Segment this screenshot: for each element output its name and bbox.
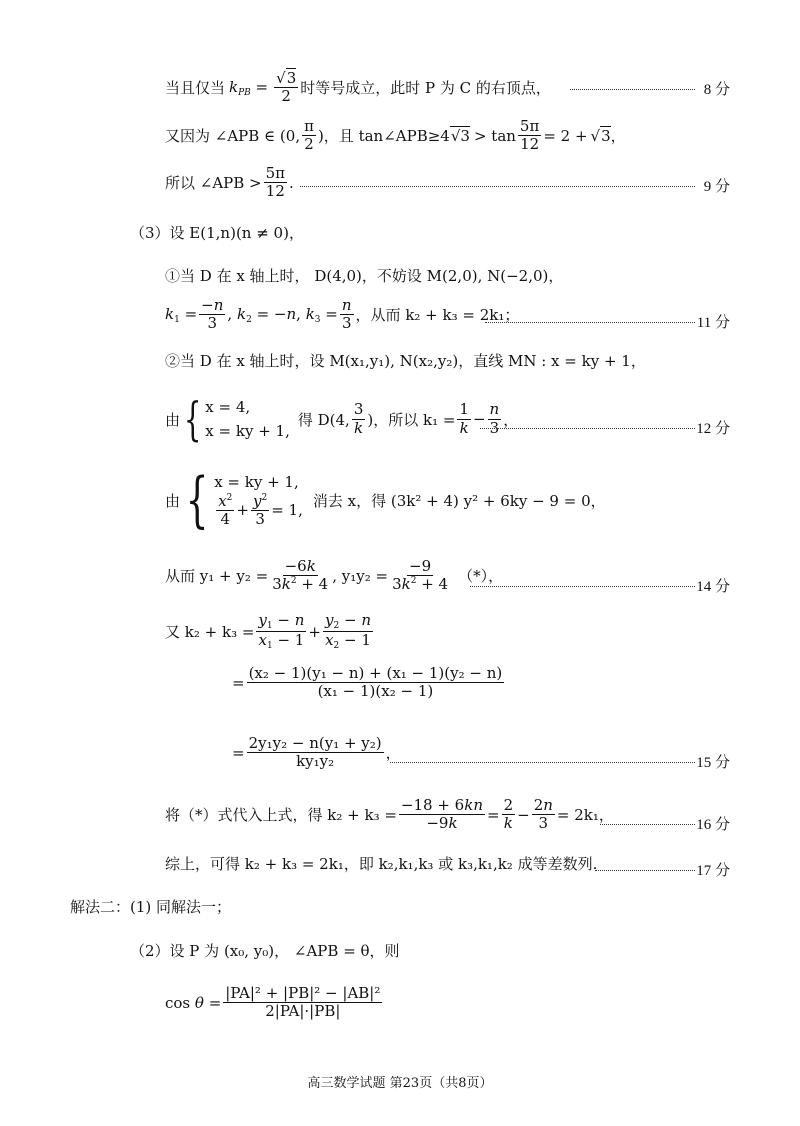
- score-17: 17 分: [696, 863, 730, 879]
- pi-over-2: $\frac{\pi}{2}$: [304, 117, 314, 154]
- score-15: 15 分: [696, 755, 730, 771]
- line-9: 由 { x = ky + 1, $\frac{x^2}{4}$ + $\frac{y^2}{3}$ = 1, 消去 x，得 (3k² + 4) y² + 6ky − 9 = 0，: [165, 465, 606, 535]
- sqrt3-over-2: $\frac{√3}{2}$: [276, 69, 297, 106]
- page-footer: 高三数学试题 第23页（共8页）: [307, 1076, 493, 1091]
- line-17: （2）设 P 为 (x₀, y₀)， ∠APB = θ，则: [130, 942, 400, 960]
- score-11: 11 分: [696, 315, 730, 331]
- line-8: 由 { x = 4, x = ky + 1, 得 D(4, $\frac{3}{k}$ )，所以 k₁ = $\frac{1}{k}$ − $\frac{n}{3}$ ，: [165, 392, 519, 446]
- line-1-suffix: 时等号成立，此时 P 为 C 的右顶点，: [300, 79, 551, 98]
- line-3: 所以 ∠APB > $\frac{5\pi}{12}$ .: [165, 164, 294, 201]
- line-15: 综上，可得 k₂ + k₃ = 2k₁，即 k₂,k₁,k₃ 或 k₃,k₁,k₂ 成等差数列.: [165, 855, 598, 873]
- leader-3: [300, 186, 695, 187]
- line-1: 当且仅当 $k_{PB}$ = $\frac{√3}{2}$ 时等号成立，此时 P 为 C 的右顶点，: [165, 69, 551, 106]
- 5pi-over-12: $\frac{5\pi}{12}$: [519, 117, 540, 154]
- 5pi-over-12-b: $\frac{5\pi}{12}$: [265, 164, 286, 201]
- score-12: 12 分: [696, 421, 730, 437]
- leader-6: [485, 322, 695, 323]
- line-7: ②当 D 在 x 轴上时，设 M(x₁,y₁), N(x₂,y₂)，直线 MN : x = ky + 1，: [165, 352, 646, 370]
- score-14: 14 分: [696, 579, 730, 595]
- line-12: = $\frac{\text{(x₂ − 1)(y₁ − n) + (x₁ − 1)(y₂ − n)}}{\text{(x₁ − 1)(x₂ − 1)}}$: [232, 664, 503, 701]
- leader-14: [600, 824, 695, 825]
- line-1-prefix: 当且仅当: [165, 79, 226, 98]
- line-13: = $\frac{\text{2y₁y₂ − n(y₁ + y₂)}}{\text{ky₁y₂}}$ ，: [232, 734, 401, 771]
- line-10: 从而 y₁ + y₂ = $\frac{-6k}{3k^2 + 4}$ , y₁y₂ = $\frac{-9}{3k^2 + 4}$ （*），: [165, 557, 504, 594]
- leader-10: [470, 586, 695, 587]
- leader-13: [390, 762, 695, 763]
- line-11: 又 k₂ + k₃ = $\frac{y_1 - n}{x_1 - 1}$ + $\frac{y_2 - n}{x_2 - 1}$: [165, 611, 371, 652]
- line-18: cos θ = $\frac{\text{|PA|² + |PB|² − |AB|²}}{2|PA|\cdot|PB|}$: [165, 984, 381, 1021]
- leader-15: [595, 870, 695, 871]
- leader-8: [480, 428, 695, 429]
- line-5: ①当 D 在 x 轴上时， D(4,0)，不妨设 M(2,0), N(−2,0)，: [165, 267, 564, 285]
- score-8: 8 分: [703, 82, 730, 98]
- leader-1: [570, 89, 695, 90]
- line-2: 又因为 ∠APB ∈ (0, $\frac{\pi}{2}$ )，且 tan∠APB≥4 √3 > tan $\frac{5\pi}{12}$ = 2 + √3 ，: [165, 117, 626, 154]
- line-16: 解法二：(1) 同解法一；: [70, 898, 232, 916]
- line-4: （3）设 E(1,n)(n ≠ 0)，: [130, 224, 304, 242]
- line-14: 将（*）式代入上式，得 k₂ + k₃ = $\frac{-18 + 6kn}{-9k}$ = $\frac{2}{k}$ − $\frac{2n}{3}$ = 2k₁，: [165, 796, 614, 833]
- score-9: 9 分: [703, 179, 730, 195]
- line-6: $k_1$ = $\frac{-n}{3}$ , $k_2 = -n$, $k_3$ = $\frac{n}{3}$ ，从而 k₂ + k₃ = 2k₁；: [165, 296, 520, 333]
- score-16: 16 分: [696, 817, 730, 833]
